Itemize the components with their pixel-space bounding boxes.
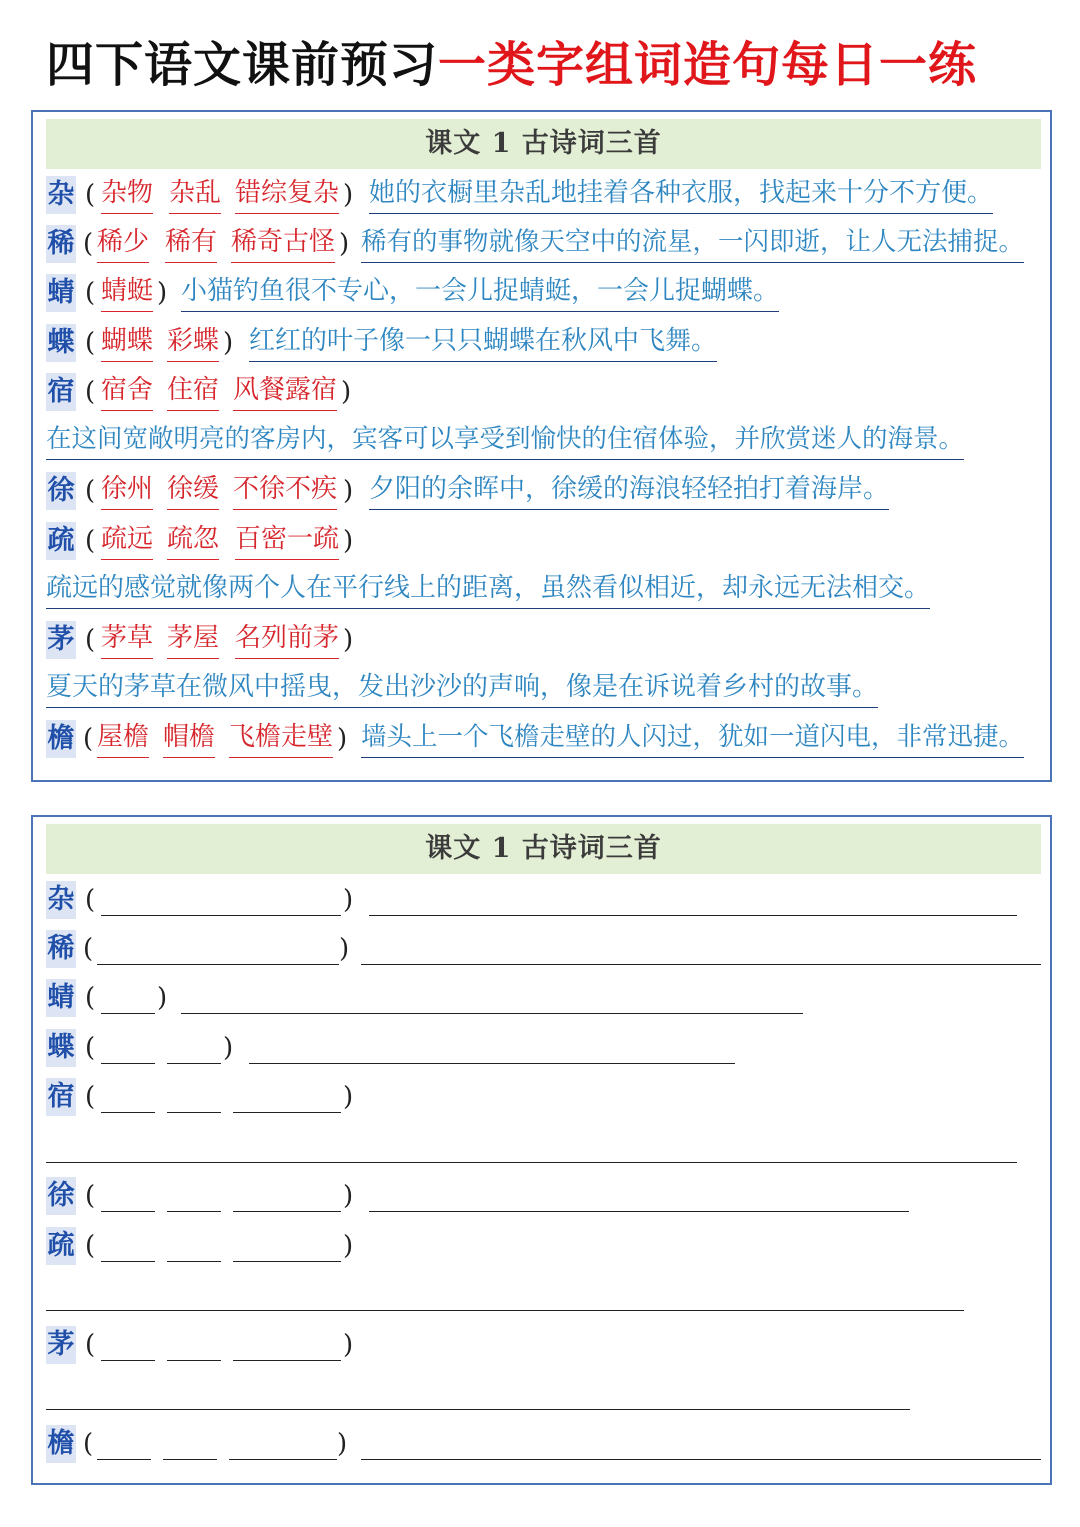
- paren-open: (: [85, 1181, 96, 1211]
- paren-close: ): [343, 1082, 354, 1112]
- answer-panel: [31, 110, 1052, 782]
- paren-close: ): [343, 1231, 354, 1261]
- practice-row: [33, 1323, 1054, 1367]
- entry-char: 宿: [46, 1078, 76, 1116]
- word: 疏远: [101, 519, 153, 560]
- entry-char: 檐: [46, 1425, 76, 1463]
- paren-close: ): [343, 1330, 354, 1360]
- paren-open: (: [85, 180, 96, 210]
- paren-close: ): [223, 328, 234, 358]
- sentence-blank[interactable]: [46, 1409, 910, 1410]
- word: 稀少: [97, 222, 149, 263]
- word-blank[interactable]: [97, 1459, 151, 1460]
- word: 飞檐走壁: [229, 717, 333, 758]
- paren-close: ): [157, 983, 168, 1013]
- word-blank[interactable]: [167, 1063, 221, 1064]
- sentence-blank[interactable]: [361, 1459, 1041, 1460]
- entry-char: 蜻: [46, 979, 76, 1017]
- practice-panel: [31, 815, 1052, 1485]
- entry-row: [33, 370, 1054, 414]
- paren-open: (: [85, 625, 96, 655]
- paren-open: (: [85, 328, 96, 358]
- word-blank[interactable]: [101, 1112, 155, 1113]
- entry-char: 蝶: [46, 324, 76, 362]
- sentence-blank[interactable]: [46, 1162, 1017, 1163]
- practice-row: [33, 927, 1054, 971]
- word-blank[interactable]: [233, 1360, 341, 1361]
- entry-char: 茅: [46, 621, 76, 659]
- practice-row: [33, 1075, 1054, 1119]
- word: 帽檐: [163, 717, 215, 758]
- paren-open: (: [83, 934, 94, 964]
- practice-row: [33, 976, 1054, 1020]
- paren-close: ): [343, 526, 354, 556]
- word: 疏忽: [167, 519, 219, 560]
- word-blank[interactable]: [167, 1112, 221, 1113]
- lesson-header: 课文 1 古诗词三首: [46, 119, 1041, 169]
- entry-char: 蝶: [46, 1029, 76, 1067]
- entry-char: 疏: [46, 522, 76, 560]
- sentence-blank[interactable]: [181, 1013, 803, 1014]
- lesson-header: 课文 1 古诗词三首: [46, 824, 1041, 874]
- page-title: [46, 30, 977, 100]
- paren-open: (: [85, 476, 96, 506]
- word-blank[interactable]: [101, 1063, 155, 1064]
- entry-char: 蜻: [46, 274, 76, 312]
- word-blank[interactable]: [101, 1360, 155, 1361]
- paren-close: ): [337, 724, 348, 754]
- sentence-blank[interactable]: [46, 1310, 964, 1311]
- paren-close: ): [341, 377, 352, 407]
- entry-row: [33, 222, 1054, 266]
- entry-row: [33, 173, 1054, 217]
- title-highlight: 一类字组词造句每日一练: [438, 37, 978, 93]
- word: 茅屋: [167, 618, 219, 659]
- paren-open: (: [85, 1330, 96, 1360]
- sentence-row: [33, 419, 1054, 463]
- entry-char: 徐: [46, 1177, 76, 1215]
- example-sentence: 夕阳的余晖中，徐缓的海浪轻轻拍打着海岸。: [369, 469, 889, 510]
- word: 杂乱: [169, 173, 221, 214]
- paren-open: (: [85, 526, 96, 556]
- word: 稀有: [165, 222, 217, 263]
- word-blank[interactable]: [101, 1211, 155, 1212]
- example-sentence: 疏远的感觉就像两个人在平行线上的距离，虽然看似相近，却永远无法相交。: [46, 568, 930, 609]
- paren-close: ): [339, 229, 350, 259]
- sentence-blank[interactable]: [249, 1063, 735, 1064]
- entry-char: 徐: [46, 472, 76, 510]
- sentence-row: [33, 568, 1054, 612]
- paren-open: (: [83, 724, 94, 754]
- practice-row: [33, 1422, 1054, 1466]
- paren-open: (: [83, 1429, 94, 1459]
- entry-row: [33, 321, 1054, 365]
- paren-open: (: [85, 377, 96, 407]
- practice-row: [33, 1224, 1054, 1268]
- word-blank[interactable]: [233, 1211, 341, 1212]
- word-blank[interactable]: [101, 1013, 155, 1014]
- sentence-blank[interactable]: [369, 915, 1017, 916]
- sentence-blank[interactable]: [369, 1211, 909, 1212]
- entry-row: [33, 717, 1054, 761]
- word: 徐缓: [167, 469, 219, 510]
- paren-close: ): [337, 1429, 348, 1459]
- paren-close: ): [343, 625, 354, 655]
- word-blank[interactable]: [229, 1459, 337, 1460]
- example-sentence: 稀有的事物就像天空中的流星，一闪即逝，让人无法捕捉。: [361, 222, 1024, 263]
- word: 名列前茅: [235, 618, 339, 659]
- example-sentence: 墙头上一个飞檐走壁的人闪过，犹如一道闪电，非常迅捷。: [361, 717, 1024, 758]
- paren-close: ): [343, 180, 354, 210]
- practice-row: [33, 1026, 1054, 1070]
- entry-char: 疏: [46, 1227, 76, 1265]
- entry-char: 杂: [46, 176, 76, 214]
- word: 杂物: [101, 173, 153, 214]
- paren-close: ): [343, 1181, 354, 1211]
- paren-close: ): [157, 278, 168, 308]
- word-blank[interactable]: [233, 1112, 341, 1113]
- entry-row: [33, 519, 1054, 563]
- example-sentence: 小猫钓鱼很不专心，一会儿捉蜻蜓，一会儿捉蝴蝶。: [181, 271, 779, 312]
- word-blank[interactable]: [167, 1211, 221, 1212]
- entry-row: [33, 618, 1054, 662]
- example-sentence: 她的衣橱里杂乱地挂着各种衣服，找起来十分不方便。: [369, 173, 993, 214]
- entry-row: [33, 271, 1054, 315]
- practice-row: [33, 878, 1054, 922]
- example-sentence: 在这间宽敞明亮的客房内，宾客可以享受到愉快的住宿体验，并欣赏迷人的海景。: [46, 419, 964, 460]
- word: 稀奇古怪: [231, 222, 335, 263]
- paren-close: ): [343, 476, 354, 506]
- word-blank[interactable]: [97, 964, 339, 965]
- word-blank[interactable]: [233, 1261, 341, 1262]
- paren-open: (: [85, 1231, 96, 1261]
- paren-open: (: [83, 229, 94, 259]
- word: 蜻蜓: [101, 271, 153, 312]
- paren-close: ): [223, 1033, 234, 1063]
- paren-close: ): [343, 885, 354, 915]
- word: 徐州: [101, 469, 153, 510]
- word: 住宿: [167, 370, 219, 411]
- word: 错综复杂: [235, 173, 339, 214]
- entry-row: [33, 469, 1054, 513]
- word: 不徐不疾: [233, 469, 337, 510]
- paren-open: (: [85, 1082, 96, 1112]
- word-blank[interactable]: [101, 1261, 155, 1262]
- paren-open: (: [85, 983, 96, 1013]
- title-prefix: 四下语文课前预习: [46, 37, 439, 93]
- word: 百密一疏: [235, 519, 339, 560]
- practice-row: [33, 1174, 1054, 1218]
- word: 风餐露宿: [233, 370, 337, 411]
- entry-char: 稀: [46, 225, 76, 263]
- word: 茅草: [101, 618, 153, 659]
- word: 彩蝶: [167, 321, 219, 362]
- entry-char: 稀: [46, 930, 76, 968]
- entry-char: 茅: [46, 1326, 76, 1364]
- entry-char: 檐: [46, 720, 76, 758]
- example-sentence: 红红的叶子像一只只蝴蝶在秋风中飞舞。: [249, 321, 717, 362]
- word: 蝴蝶: [101, 321, 153, 362]
- paren-open: (: [85, 278, 96, 308]
- word-blank[interactable]: [163, 1459, 217, 1460]
- word-blank[interactable]: [167, 1261, 221, 1262]
- sentence-blank[interactable]: [361, 964, 1041, 965]
- paren-close: ): [339, 934, 350, 964]
- word-blank[interactable]: [101, 915, 341, 916]
- paren-open: (: [85, 1033, 96, 1063]
- word: 宿舍: [101, 370, 153, 411]
- example-sentence: 夏天的茅草在微风中摇曳，发出沙沙的声响，像是在诉说着乡村的故事。: [46, 667, 878, 708]
- entry-char: 杂: [46, 881, 76, 919]
- word: 屋檐: [97, 717, 149, 758]
- entry-char: 宿: [46, 373, 76, 411]
- word-blank[interactable]: [167, 1360, 221, 1361]
- sentence-row: [33, 667, 1054, 711]
- paren-open: (: [85, 885, 96, 915]
